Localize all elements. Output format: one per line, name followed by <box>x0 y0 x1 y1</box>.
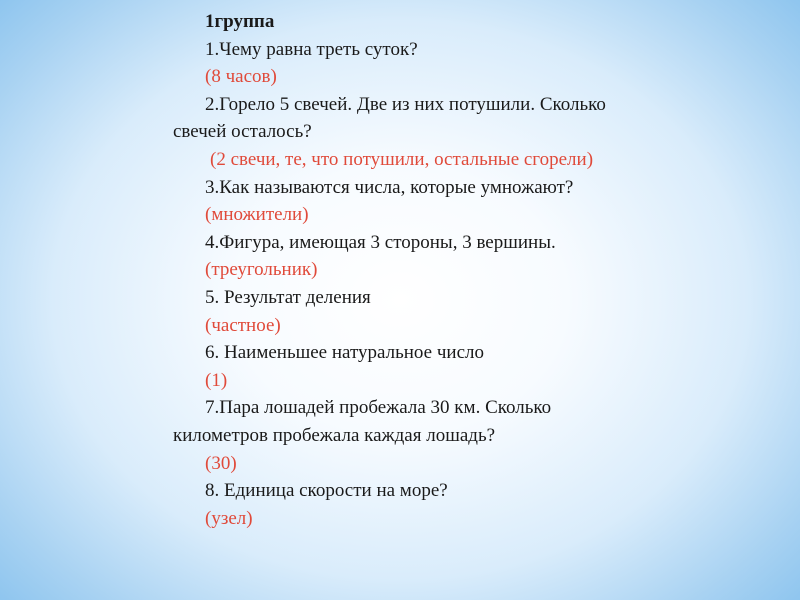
question-1: 1.Чему равна треть суток? <box>205 38 418 60</box>
answer-3: (множители) <box>205 204 309 226</box>
answer-6: (1) <box>205 369 228 391</box>
answer-7: (30) <box>205 452 237 474</box>
slide-content <box>173 8 773 532</box>
question-8: 8. Единица скорости на море? <box>205 480 448 502</box>
question-2-line-1: 2.Горело 5 свечей. Две из них потушили. Сколько <box>205 93 606 115</box>
question-2-line-2: свечей осталось? <box>173 121 312 143</box>
question-6: 6. Наименьшее натуральное число <box>205 342 484 364</box>
question-7-line-2: километров пробежала каждая лошадь? <box>173 424 496 446</box>
question-3: 3.Как называются числа, которые умножают? <box>205 176 574 198</box>
answer-5: (частное) <box>205 314 281 336</box>
answer-2: (2 свечи, те, что потушили, остальные сгорели) <box>210 148 594 170</box>
question-5: 5. Результат деления <box>205 286 371 308</box>
answer-8: (узел) <box>205 507 253 529</box>
answer-4: (треугольник) <box>205 259 318 281</box>
slide-title: 1группа <box>205 11 275 32</box>
question-7-line-1: 7.Пара лошадей пробежала 30 км. Сколько <box>205 397 552 419</box>
question-4: 4.Фигура, имеющая 3 стороны, 3 вершины. <box>205 231 556 253</box>
answer-1: (8 часов) <box>205 66 277 88</box>
